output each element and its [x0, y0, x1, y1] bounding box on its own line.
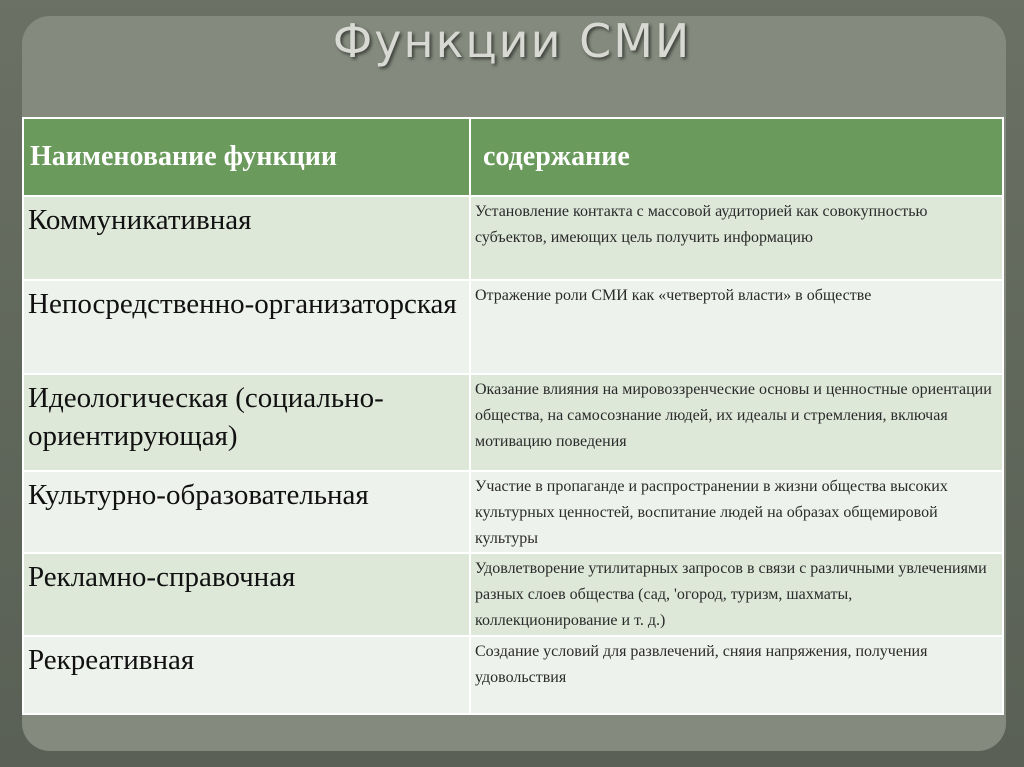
function-description: Установление контакта с массовой аудиторией как совокупностью субъектов, имеющих цель получить информацию — [470, 196, 1003, 280]
function-description: Удовлетворение утилитарных запросов в связи с различными увлечениями разных слоев общества (сад, 'огород, туризм, шахматы, коллекционирование и т. д.) — [470, 553, 1003, 636]
function-name: Рекламно-справочная — [23, 553, 470, 636]
function-name: Рекреативная — [23, 636, 470, 714]
function-name: Идеологическая (социально-ориентирующая) — [23, 374, 470, 471]
table-row — [23, 196, 1003, 280]
table-row — [23, 636, 1003, 714]
function-description: Отражение роли СМИ как «четвертой власти» в обществе — [470, 280, 1003, 374]
function-description: Оказание влияния на мировоззренческие основы и ценностные ориентации общества, на самосознание людей, их идеалы и стремления, включая мотивацию поведения — [470, 374, 1003, 471]
function-name: Коммуникативная — [23, 196, 470, 280]
header-content: содержание — [470, 118, 1003, 196]
function-name: Культурно-образовательная — [23, 471, 470, 553]
table-row — [23, 553, 1003, 636]
functions-table — [22, 117, 1004, 715]
slide-title: Функции СМИ — [332, 14, 692, 68]
function-description: Создание условий для развлечений, сняия напряжения, получения удовольствия — [470, 636, 1003, 714]
table-header-row — [23, 118, 1003, 196]
function-description: Участие в пропаганде и распространении в жизни общества высоких культурных ценностей, воспитание людей на образах общемировой культуры — [470, 471, 1003, 553]
table-row — [23, 280, 1003, 374]
header-function-name: Наименование функции — [23, 118, 470, 196]
table-row — [23, 374, 1003, 471]
table-row — [23, 471, 1003, 553]
function-name: Непосредственно-организаторская — [23, 280, 470, 374]
